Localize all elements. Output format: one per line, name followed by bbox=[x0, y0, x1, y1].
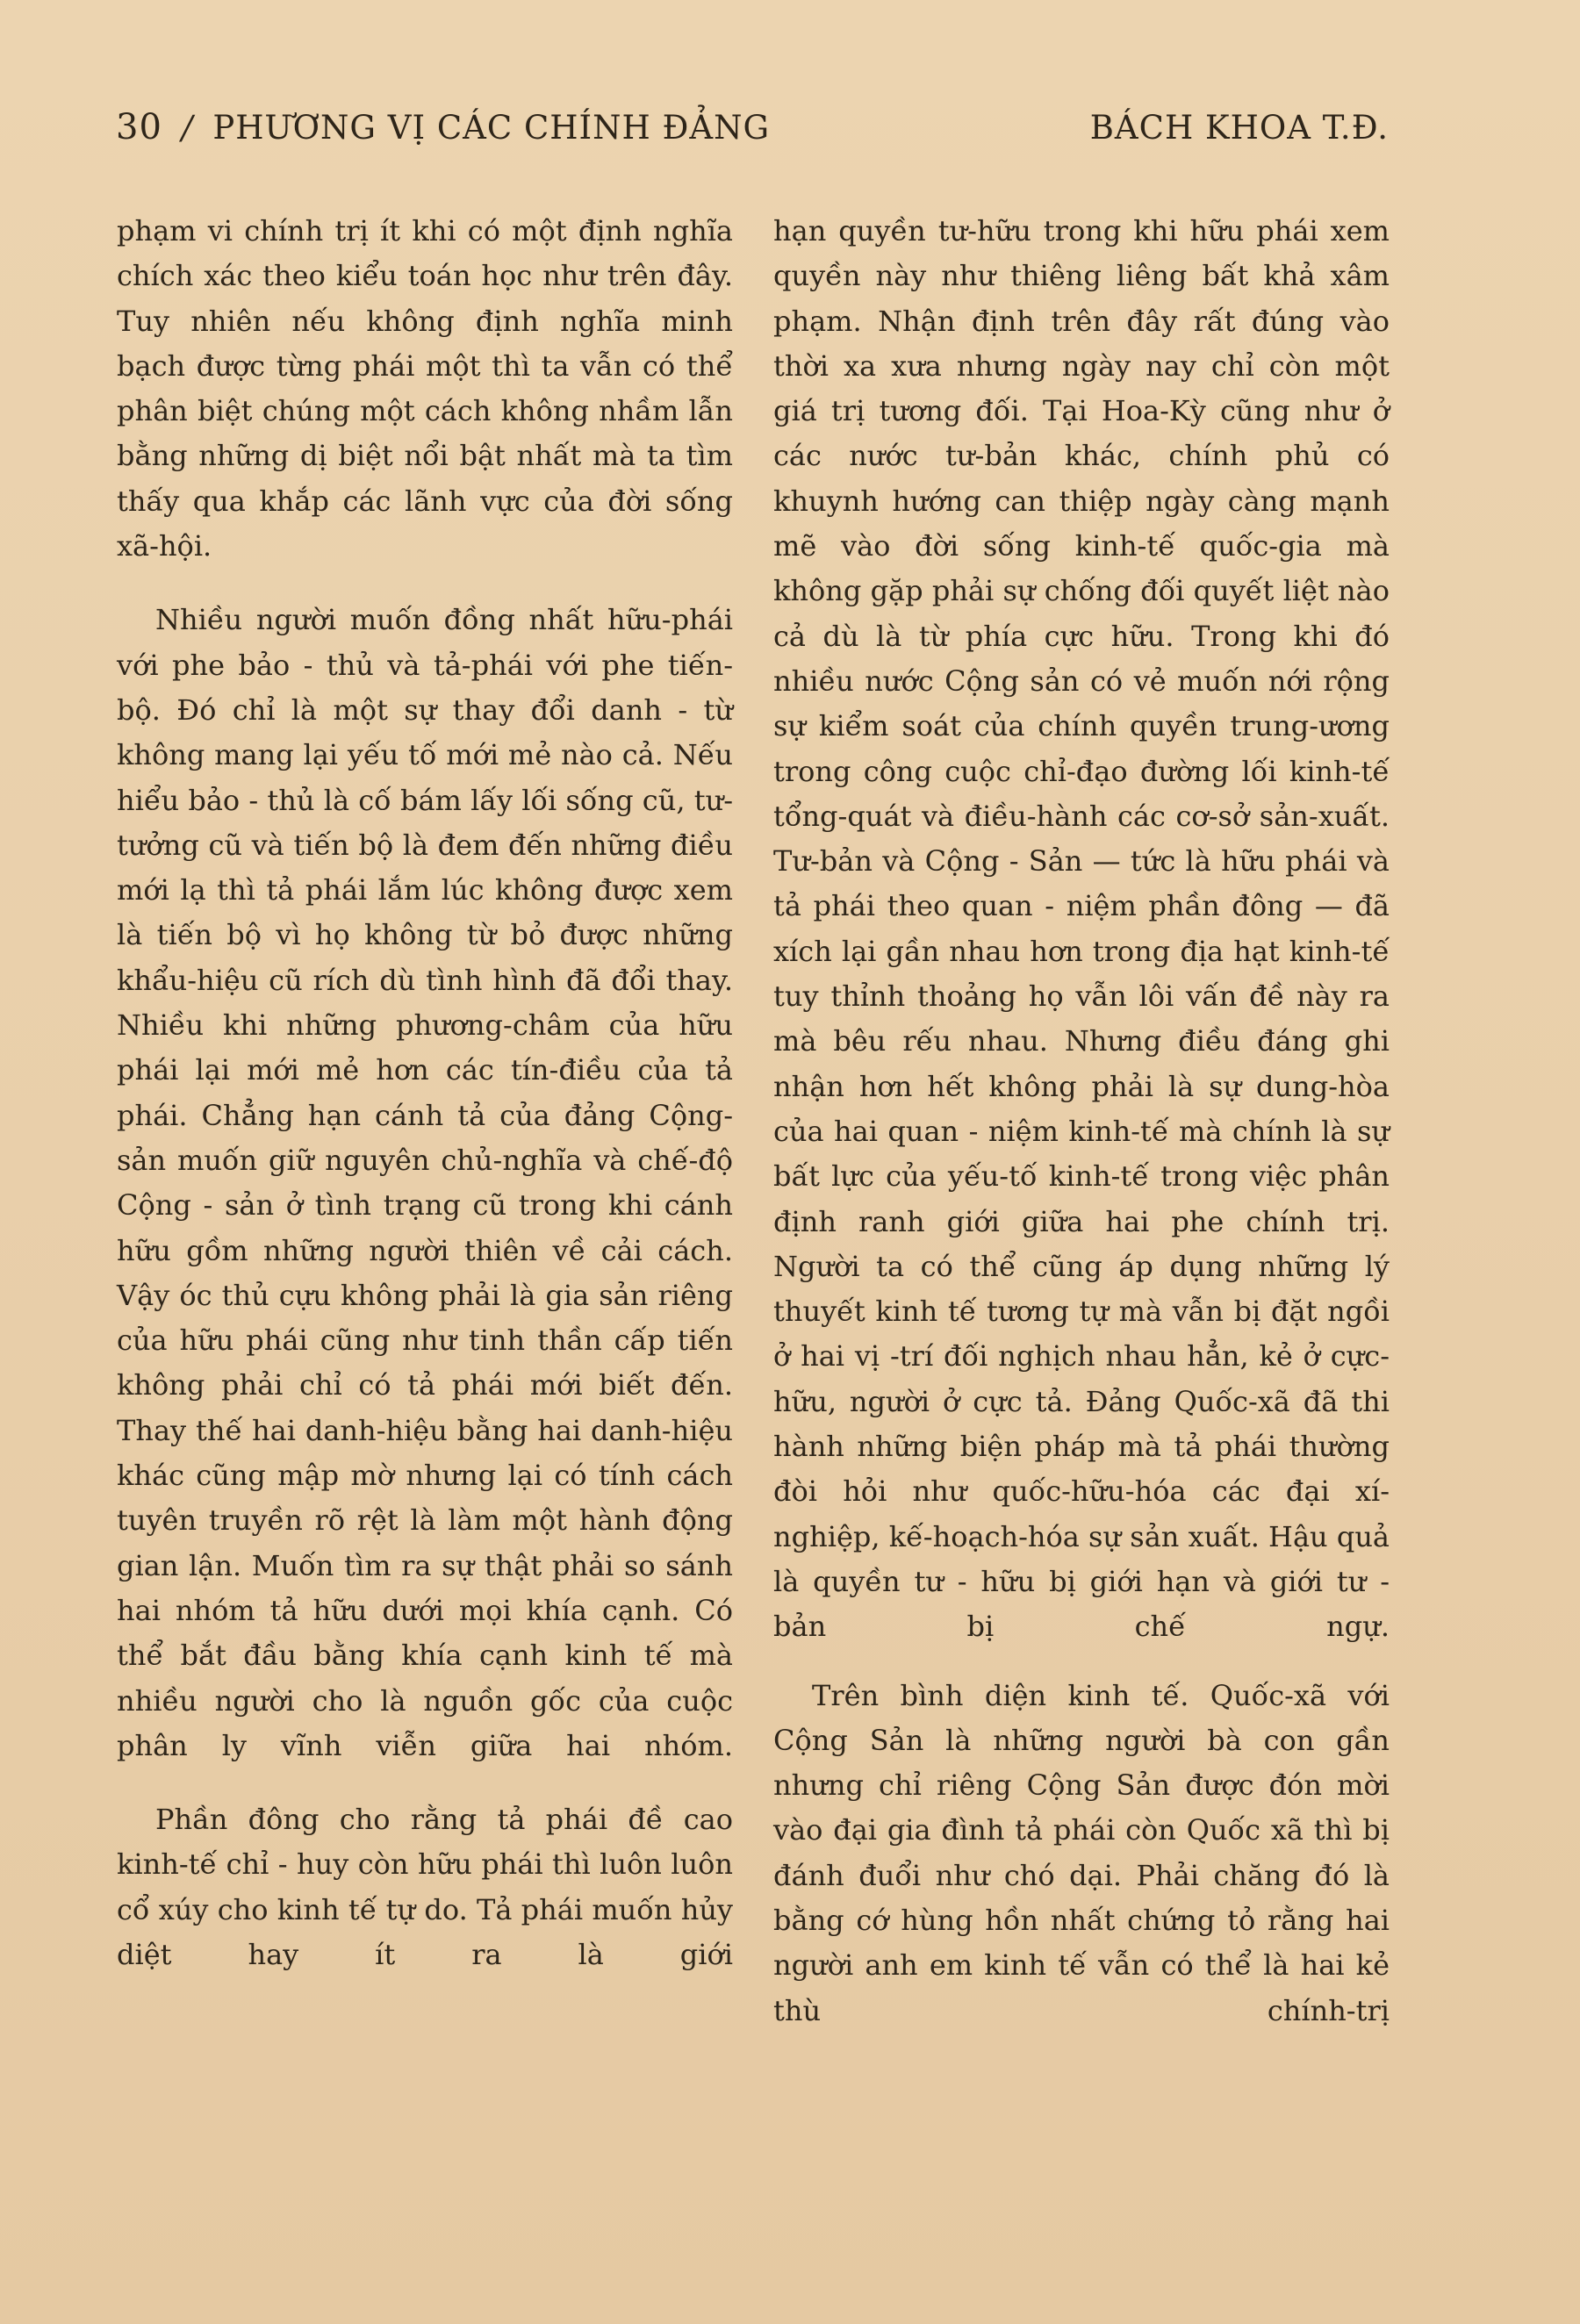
paragraph: Trên bình diện kinh tế. Quốc-xã với Cộng Sản là những người bà con gần nhưng chỉ riêng Cộng Sản được đón mời vào đại gia đình tả phái còn Quốc xã thì bị đánh đuổi như chó dại. Phải chăng đó là bằng cớ hùng hồn nhất chứng tỏ rằng hai người anh em kinh tế vẫn có thể là hai kẻ thù chính-trị bbox=[773, 1678, 1390, 2027]
paragraph: phạm vi chính trị ít khi có một định nghĩa chích xác theo kiểu toán học như trên đây. Tuy nhiên nếu không định nghĩa minh bạch được từng phái một thì ta vẫn có thể phân biệt chúng một cách không nhầm lẫn bằng những dị biệt nổi bật nhất mà ta tìm thấy qua khắp các lãnh vực của đời sống xã-hội. bbox=[117, 214, 733, 563]
paragraph: Phần đông cho rằng tả phái đề cao kinh-tế chỉ - huy còn hữu phái thì luôn luôn cổ xúy cho kinh tế tự do. Tả phái muốn hủy diệt hay ít ra là giới bbox=[117, 1803, 733, 1971]
right-column bbox=[773, 209, 1390, 2192]
section-title: PHƯƠNG VỊ CÁC CHÍNH ĐẢNG bbox=[212, 109, 771, 147]
text-columns bbox=[117, 209, 1390, 2192]
header-left bbox=[116, 107, 770, 147]
running-header bbox=[116, 107, 1389, 160]
publication-name: BÁCH KHOA T.Đ. bbox=[1089, 109, 1389, 147]
header-separator: / bbox=[181, 109, 194, 147]
paragraph: Nhiều người muốn đồng nhất hữu-phái với phe bảo - thủ và tả-phái với phe tiến-bộ. Đó chỉ là một sự thay đổi danh - từ không mang lại yếu tố mới mẻ nào cả. Nếu hiểu bảo - thủ là cố bám lấy lối sống cũ, tư-tưởng cũ và tiến bộ là đem đến những điều mới lạ thì tả phái lắm lúc không được xem là tiến bộ vì họ không từ bỏ được những khẩu-hiệu cũ rích dù tình hình đã đổi thay. Nhiều khi những phương-châm của hữu phái lại mới mẻ hơn các tín-điều của tả phái. Chẳng hạn cánh tả của đảng Cộng-sản muốn giữ nguyên chủ-nghĩa và chế-độ Cộng - sản ở tình trạng cũ trong khi cánh hữu gồm những người thiên về cải cách. Vậy óc thủ cựu không phải là gia sản riêng của hữu phái cũng như tinh thần cấp tiến không phải chỉ có tả phái mới biết đến. Thay thế hai danh-hiệu bằng hai danh-hiệu khác cũng mập mờ nhưng lại có tính cách tuyên truyền rõ rệt là làm một hành động gian lận. Muốn tìm ra sự thật phải so sánh hai nhóm tả hữu dưới mọi khía cạnh. Có thể bắt đầu bằng khía cạnh kinh tế mà nhiều người cho là nguồn gốc của cuộc phân ly vĩnh viễn giữa hai nhóm. bbox=[117, 603, 733, 1762]
left-column bbox=[117, 209, 733, 2192]
page-number: 30 bbox=[116, 107, 162, 147]
paragraph: hạn quyền tư-hữu trong khi hữu phái xem quyền này như thiêng liêng bất khả xâm phạm. Nhận định trên đây rất đúng vào thời xa xưa nhưng ngày nay chỉ còn một giá trị tương đối. Tại Hoa-Kỳ cũng như ở các nước tư-bản khác, chính phủ có khuynh hướng can thiệp ngày càng mạnh mẽ vào đời sống kinh-tế quốc-gia mà không gặp phải sự chống đối quyết liệt nào cả dù là từ phía cực hữu. Trong khi đó nhiều nước Cộng sản có vẻ muốn nới rộng sự kiểm soát của chính quyền trung-ương trong công cuộc chỉ-đạo đường lối kinh-tế tổng-quát và điều-hành các cơ-sở sản-xuất. Tư-bản và Cộng - Sản — tức là hữu phái và tả phái theo quan - niệm phần đông — đã xích lại gần nhau hơn trong địa hạt kinh-tế tuy thỉnh thoảng họ vẫn lôi vấn đề này ra mà bêu rếu nhau. Nhưng điều đáng ghi nhận hơn hết không phải là sự dung-hòa của hai quan - niệm kinh-tế mà chính là sự bất lực của yếu-tố kinh-tế trong việc phân định ranh giới giữa hai phe chính trị. Người ta có thể cũng áp dụng những lý thuyết kinh tế tương tự mà vẫn bị đặt ngồi ở hai vị -trí đối nghịch nhau hẳn, kẻ ở cực-hữu, người ở cực tả. Đảng Quốc-xã đã thi hành những biện pháp mà tả phái thường đòi hỏi như quốc-hữu-hóa các đại xí-nghiệp, kế-hoạch-hóa sự sản xuất. Hậu quả là quyền tư - hữu bị giới hạn và giới tư - bản bị chế ngự. bbox=[773, 214, 1390, 1644]
